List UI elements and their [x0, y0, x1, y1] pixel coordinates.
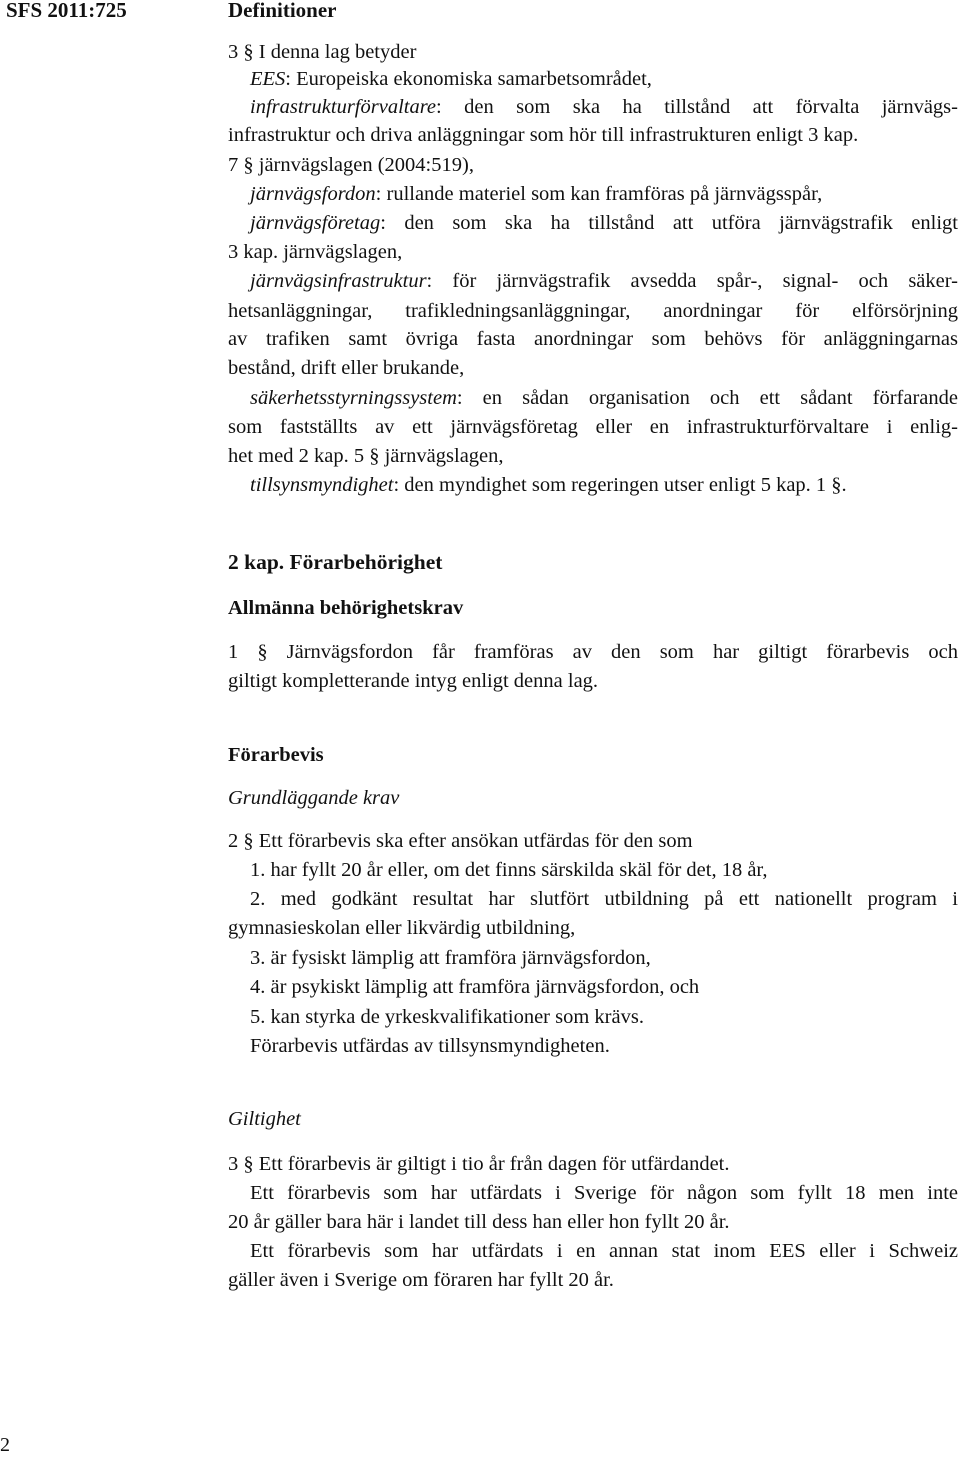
- section-2-intro: 2 § Ett förarbevis ska efter ansökan utfärdas för den som: [228, 830, 693, 852]
- text-line: av trafiken samt övriga fasta anordningar som behövs för anläggningarnas: [228, 328, 958, 350]
- text-line: som fastställts av ett järnvägsföretag eller en infrastrukturförvaltare i enlig-: [228, 416, 958, 438]
- definition-text: : en sådan organisation och ett sådant förfarande: [456, 387, 958, 409]
- list-item: 4. är psykiskt lämplig att framföra järnvägsfordon, och: [250, 976, 700, 998]
- text-line: 3 kap. järnvägslagen,: [228, 241, 403, 263]
- text-line: giltigt kompletterande intyg enligt denna lag.: [228, 670, 599, 692]
- definition-tillsynsmyndighet: [250, 471, 958, 499]
- definition-text: : rullande materiel som kan framföras på järnvägsspår,: [375, 183, 823, 205]
- term: infrastrukturförvaltare: [250, 96, 437, 118]
- text-line: bestånd, drift eller brukande,: [228, 357, 465, 379]
- term: järnvägsfordon: [250, 183, 376, 205]
- text-line: infrastruktur och driva anläggningar som hör till infrastrukturen enligt 3 kap.: [228, 124, 859, 146]
- term: EES: [250, 68, 286, 90]
- definition-text: : för järnvägstrafik avsedda spår-, signal- och säker-: [426, 270, 958, 292]
- text-line: 7 § järnvägslagen (2004:519),: [228, 154, 474, 176]
- definition-ees: [250, 65, 958, 93]
- paragraph-line: Ett förarbevis som har utfärdats i Sverige för någon som fyllt 18 men inte: [250, 1182, 958, 1204]
- subheading: Giltighet: [228, 1108, 301, 1130]
- section-3-text: 3 § Ett förarbevis är giltigt i tio år från dagen för utfärdandet.: [228, 1153, 730, 1175]
- section-title: Definitioner: [228, 0, 337, 22]
- section-heading: Förarbevis: [228, 744, 324, 766]
- definition-jarnvagsinfrastruktur: [250, 267, 958, 295]
- subheading: Grundläggande krav: [228, 787, 400, 809]
- definition-text: : den myndighet som regeringen utser enligt 5 kap. 1 §.: [393, 474, 847, 496]
- term: järnvägsinfrastruktur: [250, 270, 427, 292]
- paragraph-line: Ett förarbevis som har utfärdats i en annan stat inom EES eller i Schweiz: [250, 1240, 958, 1262]
- page-number: 2: [0, 1434, 10, 1456]
- list-item: 3. är fysiskt lämplig att framföra järnvägsfordon,: [250, 947, 651, 969]
- list-item: 5. kan styrka de yrkeskvalifikationer som krävs.: [250, 1006, 644, 1028]
- list-item: 1. har fyllt 20 år eller, om det finns särskilda skäl för det, 18 år,: [250, 859, 768, 881]
- definition-sakerhetsstyrningssystem: [250, 384, 958, 412]
- chapter-title: 2 kap. Förarbehörighet: [228, 550, 443, 574]
- section-heading: Allmänna behörighetskrav: [228, 597, 464, 619]
- definition-jarnvagsfordon: [250, 180, 958, 208]
- text-line: hetsanläggningar, trafikledningsanläggningar, anordningar för elförsörjning: [228, 300, 958, 322]
- paragraph-line: gäller även i Sverige om föraren har fyllt 20 år.: [228, 1269, 614, 1291]
- term: järnvägsföretag: [250, 212, 381, 234]
- definition-jarnvagsforetag: [250, 209, 958, 237]
- list-item: 2. med godkänt resultat har slutfört utbildning på ett nationellt program i: [250, 888, 958, 910]
- paragraph-line: 20 år gäller bara här i landet till dess han eller hon fyllt 20 år.: [228, 1211, 730, 1233]
- section-1-text: 1 § Järnvägsfordon får framföras av den som har giltigt förarbevis och: [228, 641, 958, 663]
- list-item-continuation: gymnasieskolan eller likvärdig utbildning,: [228, 917, 576, 939]
- term: tillsynsmyndighet: [250, 474, 394, 496]
- term: säkerhetsstyrningssystem: [250, 387, 457, 409]
- definition-text: : den som ska ha tillstånd att utföra järnvägstrafik enligt: [380, 212, 958, 234]
- sfs-number: SFS 2011:725: [6, 0, 127, 22]
- section-3-intro: 3 § I denna lag betyder: [228, 41, 417, 63]
- definition-text: : Europeiska ekonomiska samarbetsområdet,: [285, 68, 652, 90]
- definition-infrastrukturforvaltare: [250, 93, 958, 121]
- definition-text: : den som ska ha tillstånd att förvalta järnvägs-: [436, 96, 958, 118]
- text-line: Förarbevis utfärdas av tillsynsmyndigheten.: [250, 1035, 610, 1057]
- text-line: het med 2 kap. 5 § järnvägslagen,: [228, 445, 504, 467]
